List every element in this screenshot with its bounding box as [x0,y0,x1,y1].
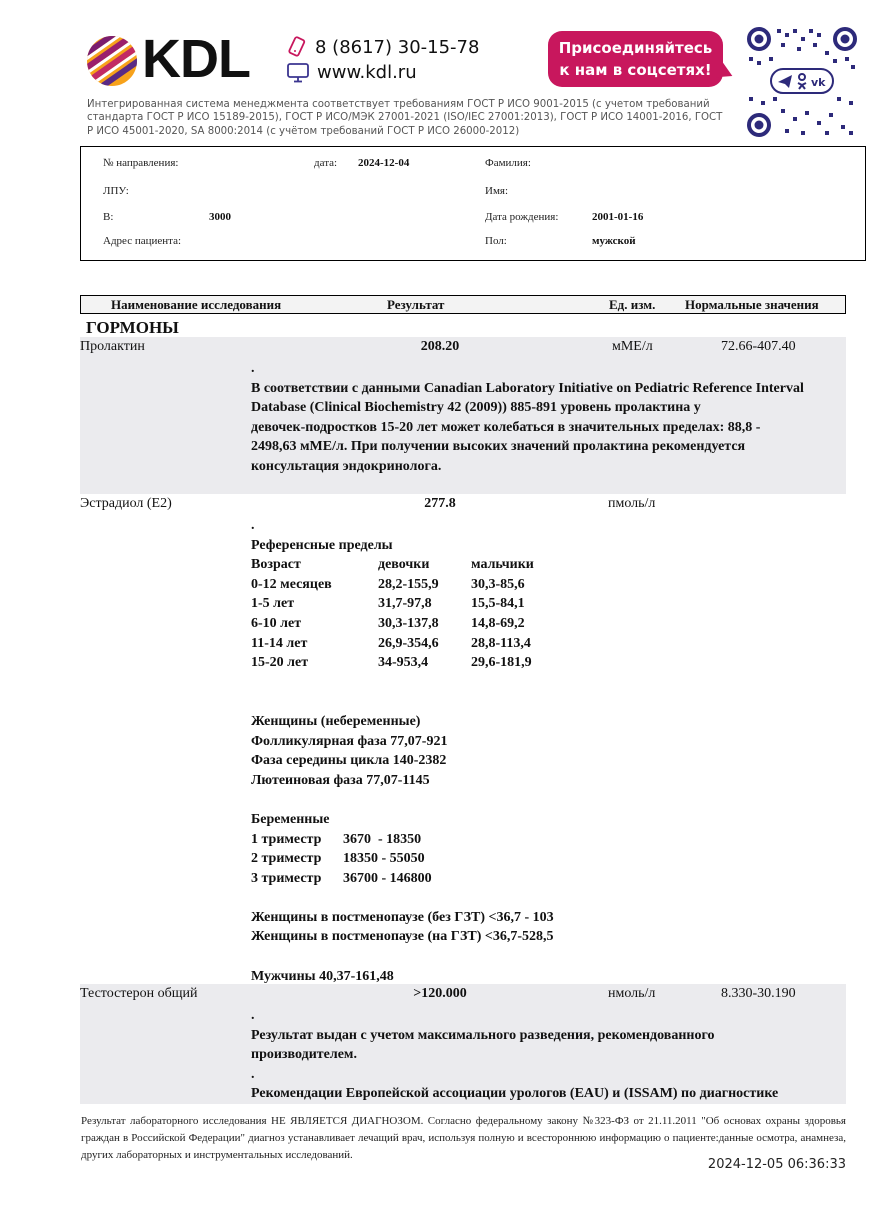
trimester-range: 18350 - 55050 [343,851,425,867]
ref-boys: 15,5-84,1 [471,596,525,612]
ref-girls: 30,3-137,8 [378,615,439,631]
comment-line: консультация эндокринолога. [251,458,442,474]
ref-age: 11-14 лет [251,635,308,651]
sex-value: мужской [592,235,636,247]
ref-girls: 31,7-97,8 [378,596,432,612]
sex-label: Пол: [485,235,507,247]
test-normal-range: 72.66-407.40 [721,339,796,354]
svg-text:vk: vk [811,76,826,89]
test-comment [251,359,804,477]
surname-label: Фамилия: [485,157,531,169]
dob-value: 2001-01-16 [592,211,644,223]
name-label: Имя: [485,185,509,197]
ref-col-boys: мальчики [471,557,534,573]
website-link[interactable]: www.kdl.ru [317,62,417,83]
iso-certification-text: Интегрированная система менеджмента соответствует требованиям ГОСТ Р ИСО 9001-2015 (с учетом требований стандарта ГОСТ Р ИСО 15189-2015), ГОСТ Р ИСО/МЭК 27001-2021 (ISO/IEC 27001:2013), ГОСТ Р ИСО 14001-2016, ГОСТ Р ИСО 45001-2020, SA 8000:2014 (с учётом требований ГОСТ Р ИСО 26000-2012) [87,99,723,137]
date-value: 2024-12-04 [358,157,410,169]
table-row-estradiol [80,494,846,984]
date-label: дата: [314,157,338,169]
comment-line: В соответствии с данными Canadian Laboratory Initiative on Pediatric Reference Interval [251,380,804,396]
reference-row [251,653,534,673]
pregnant-row [251,830,432,850]
phone-contact [287,36,479,58]
test-comment [251,1006,778,1104]
social-banner [548,31,723,87]
v-label: В: [103,211,114,223]
women-title: Женщины (небеременные) [251,713,421,729]
dob-label: Дата рождения: [485,211,559,223]
kdl-logo-icon [86,35,138,87]
comment-line: 2498,63 мМЕ/л. При получении высоких значений пролактина рекомендуется [251,439,746,455]
test-unit: мМЕ/л [612,339,653,354]
ref-boys: 28,8-113,4 [471,635,531,651]
patient-info-box [80,146,866,261]
website-contact [287,62,417,83]
ref-age: 0-12 месяцев [251,576,332,592]
comment-line: Рекомендации Европейской ассоциации урологов (EAU) и (ISSAM) по диагностике [251,1086,779,1102]
spacer [251,947,554,967]
reference-row [251,634,534,654]
vk-icon [811,76,826,89]
pregnant-table [251,830,432,889]
ref-girls: 26,9-354,6 [378,635,439,651]
column-header-result: Результат [387,297,445,312]
referral-label: № направления: [103,157,179,169]
reference-row [251,594,534,614]
comment-line: Результат выдан с учетом максимального разведения, рекомендованного [251,1027,715,1043]
reference-table-header [251,555,534,575]
test-name: Эстрадиол (Е2) [80,496,172,511]
comment-line: . [251,1008,255,1023]
phone-icon [287,36,307,58]
test-name: Тестостерон общий [80,986,198,1001]
table-row-testosterone [80,984,846,1104]
comment-line: девочек-подростков 15-20 лет может колебаться в значительных пределах: 88,8 - [251,419,761,435]
women-line: Фолликулярная фаза 77,07-921 [251,733,448,749]
test-name: Пролактин [80,339,145,354]
postmenopause-line: Женщины в постменопаузе (без ГЗТ) <36,7 - 103 [251,909,554,925]
reference-row [251,575,534,595]
ref-age: 15-20 лет [251,655,309,671]
social-line-2: к нам в соцсетях! [559,61,712,79]
pregnant-row [251,869,432,889]
v-value: 3000 [209,211,231,223]
ref-age: 6-10 лет [251,615,302,631]
comment-line: . [251,518,255,533]
women-line: Лютеиновая фаза 77,07-1145 [251,772,430,788]
section-title: ГОРМОНЫ [86,318,179,337]
lpu-label: ЛПУ: [103,185,129,197]
spacer [251,673,554,693]
ref-col-girls: девочки [378,557,430,573]
test-normal-range: 8.330-30.190 [721,986,796,1001]
trimester-range: 3670 - 18350 [343,831,422,847]
trimester: 2 триместр [251,851,322,867]
results-table-header [80,295,846,314]
trimester-range: 36700 - 146800 [343,870,432,886]
brand-name: KDL [142,29,250,89]
comment-line: . [251,361,255,376]
test-unit: нмоль/л [608,986,656,1001]
table-row-prolactin [80,337,846,494]
spacer [251,790,554,810]
spacer [251,888,554,908]
test-result: 208.20 [420,339,460,354]
monitor-icon [287,63,309,83]
test-result: 277.8 [424,496,456,511]
trimester: 1 триместр [251,831,322,847]
column-header-unit: Ед. изм. [609,297,656,312]
trimester: 3 триместр [251,870,322,886]
reference-title: Референсные пределы [251,537,393,553]
comment-line: Database (Clinical Biochemistry 42 (2009)) 885-891 уровень пролактина у [251,400,701,416]
reference-row [251,614,534,634]
print-timestamp: 2024-12-05 06:36:33 [707,1157,846,1172]
ref-girls: 28,2-155,9 [378,576,439,592]
reference-table [251,555,534,673]
women-line: Фаза середины цикла 140-2382 [251,753,447,769]
ref-boys: 14,8-69,2 [471,615,525,631]
address-label: Адрес пациента: [103,235,182,247]
pregnant-row [251,849,432,869]
phone-number[interactable]: 8 (8617) 30-15-78 [315,36,480,58]
pregnant-title: Беременные [251,811,330,827]
diagnosis-disclaimer: Результат лабораторного исследования НЕ ЯВЛЯЕТСЯ ДИАГНОЗОМ. Согласно федеральному закону №323-ФЗ от 21.11.2011 "Об основах охраны здоровья граждан в Российской Федерации" диагноз устанавливает лечащий врач, используя полную и всестороннюю информацию о пациенте:данные осмотра, анамнеза, других лабораторных и инструментальных исследований. [81,1115,846,1161]
comment-line: производителем. [251,1047,357,1063]
test-unit: пмоль/л [608,496,656,511]
spacer [251,692,554,712]
comment-line: . [251,1066,255,1082]
test-result: >120.000 [413,986,467,1001]
social-line-1: Присоединяйтесь [558,39,713,57]
column-header-test-name: Наименование исследования [111,297,282,312]
men-line: Мужчины 40,37-161,48 [251,968,394,984]
postmenopause-line: Женщины в постменопаузе (на ГЗТ) <36,7-528,5 [251,929,554,945]
ref-boys: 30,3-85,6 [471,576,525,592]
ref-girls: 34-953,4 [378,655,429,671]
test-comment [251,516,554,986]
qr-code-icon[interactable] [745,25,859,139]
ref-age: 1-5 лет [251,596,295,612]
ref-boys: 29,6-181,9 [471,655,532,671]
column-header-normal-values: Нормальные значения [685,297,819,312]
ref-col-age: Возраст [251,557,301,573]
